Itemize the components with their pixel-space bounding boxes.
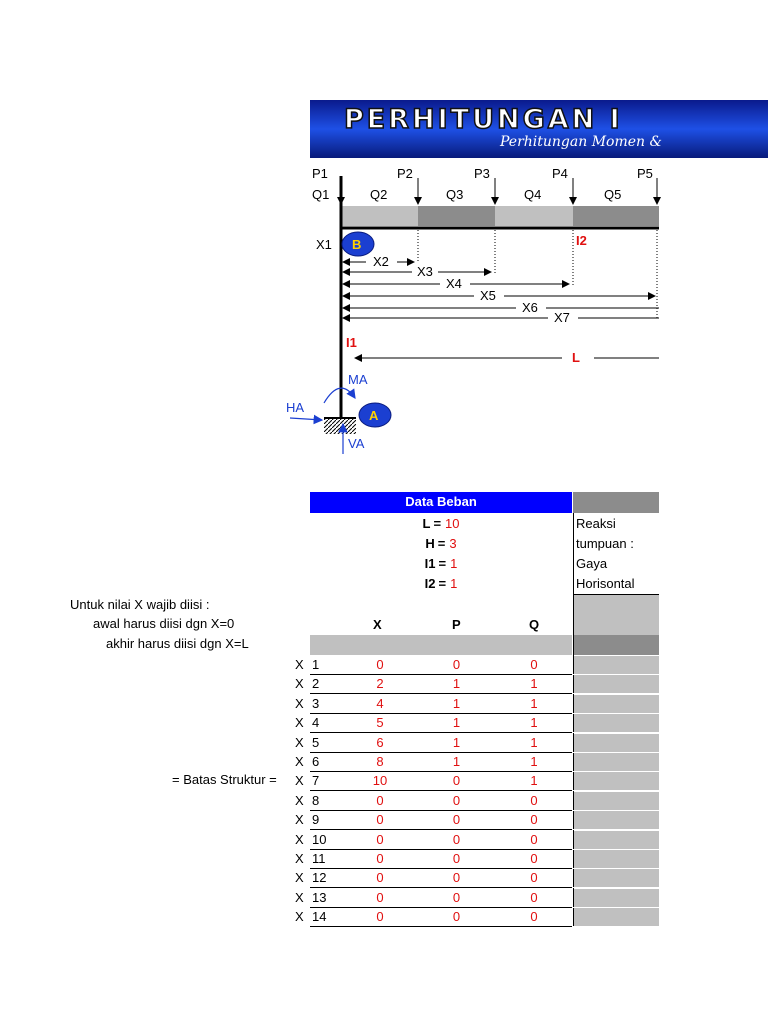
label-x2: X2 (373, 254, 389, 269)
cell-q[interactable]: 0 (530, 909, 538, 924)
cell-x[interactable]: 0 (376, 909, 384, 924)
row-index: 13 (312, 890, 327, 905)
param-equals: = (433, 516, 442, 531)
cell-p[interactable]: 0 (452, 657, 461, 672)
row-prefix: X (295, 657, 304, 672)
result-cell (574, 695, 659, 713)
reaksi-line-3: Gaya (576, 556, 608, 571)
reaksi-value-cell (574, 595, 659, 635)
param-label: I2 (424, 576, 436, 591)
label-length: L (572, 350, 580, 365)
joint-b-label: B (352, 237, 362, 252)
cell-q[interactable]: 1 (530, 715, 538, 730)
param-equals: = (438, 556, 447, 571)
result-cell (574, 714, 659, 732)
row-divider (310, 829, 572, 830)
banner-subtitle: Perhitungan Momen & (500, 134, 662, 150)
cell-q[interactable]: 0 (530, 890, 538, 905)
cell-q[interactable]: 1 (530, 735, 538, 750)
param-i1 (310, 554, 572, 573)
result-cell (574, 889, 659, 907)
cell-p[interactable]: 0 (452, 812, 461, 827)
label-p3: P3 (474, 166, 490, 181)
param-value[interactable]: 1 (450, 556, 458, 571)
row-divider (310, 693, 572, 694)
note-line-2: awal harus diisi dgn X=0 (93, 616, 235, 631)
note-line-1: Untuk nilai X wajib diisi : (70, 597, 210, 612)
label-p5: P5 (637, 166, 653, 181)
cell-x[interactable]: 4 (376, 696, 384, 711)
column-header-q: Q (529, 617, 540, 632)
label-q4: Q4 (524, 187, 542, 202)
cell-x[interactable]: 0 (376, 851, 384, 866)
result-cell (574, 850, 659, 868)
cell-q[interactable]: 1 (530, 696, 538, 711)
cell-x[interactable]: 0 (376, 832, 384, 847)
result-cell (574, 753, 659, 771)
param-label: L (422, 516, 431, 531)
row-prefix: X (295, 715, 304, 730)
row-prefix: X (295, 832, 304, 847)
row-divider (310, 732, 572, 733)
row-index: 6 (312, 754, 320, 769)
row-prefix: X (295, 812, 304, 827)
row-prefix: X (295, 773, 304, 788)
result-cell (574, 811, 659, 829)
label-x5: X5 (480, 288, 496, 303)
reaksi-line-2: tumpuan : (576, 536, 634, 551)
label-x6: X6 (522, 300, 538, 315)
row-prefix: X (295, 676, 304, 691)
cell-p[interactable]: 0 (452, 832, 461, 847)
label-q2: Q2 (370, 187, 388, 202)
data-beban-header: Data Beban (310, 492, 572, 513)
cell-x[interactable]: 2 (376, 676, 384, 691)
param-value[interactable]: 3 (449, 536, 457, 551)
result-cell (574, 908, 659, 926)
cell-x[interactable]: 6 (376, 735, 384, 750)
result-cell (574, 792, 659, 810)
param-h (310, 534, 572, 553)
column-header-p: P (452, 617, 461, 632)
cell-p[interactable]: 0 (452, 890, 461, 905)
cell-p[interactable]: 0 (452, 793, 461, 808)
cell-p[interactable]: 0 (452, 909, 461, 924)
row-prefix: X (295, 754, 304, 769)
label-p2: P2 (397, 166, 413, 181)
row-index: 11 (312, 851, 326, 866)
cell-q[interactable]: 0 (530, 851, 538, 866)
row-divider (310, 790, 572, 791)
label-p4: P4 (552, 166, 568, 181)
cell-p[interactable]: 1 (452, 754, 461, 769)
cell-q[interactable]: 0 (530, 657, 538, 672)
param-value[interactable]: 1 (450, 576, 458, 591)
cell-p[interactable]: 1 (452, 715, 461, 730)
row-index: 12 (312, 870, 327, 885)
param-equals: = (438, 576, 447, 591)
result-cell (574, 734, 659, 752)
cell-p[interactable]: 0 (452, 851, 461, 866)
row-index: 2 (312, 676, 320, 691)
table-subheader-bar (310, 635, 572, 655)
row-index: 7 (312, 773, 320, 788)
row-index: 4 (312, 715, 320, 730)
row-index: 5 (312, 735, 320, 750)
cell-x[interactable]: 0 (376, 812, 384, 827)
cell-q[interactable]: 0 (530, 812, 538, 827)
boundary-note: = Batas Struktur = (172, 772, 277, 787)
row-prefix: X (295, 890, 304, 905)
cell-x[interactable]: 0 (376, 793, 384, 808)
cell-q[interactable]: 0 (530, 832, 538, 847)
label-i1: I1 (346, 335, 357, 350)
cell-q[interactable]: 0 (530, 870, 538, 885)
row-divider (310, 926, 572, 927)
label-ha: HA (286, 400, 305, 415)
label-p1: P1 (312, 166, 328, 181)
row-prefix: X (295, 870, 304, 885)
cell-p[interactable]: 1 (452, 696, 461, 711)
row-index: 10 (312, 832, 327, 847)
reaksi-header-cell (573, 492, 659, 513)
param-label: I1 (424, 556, 436, 571)
cell-x[interactable]: 10 (372, 773, 388, 788)
label-x1: X1 (316, 237, 332, 252)
row-prefix: X (295, 851, 304, 866)
label-q5: Q5 (604, 187, 622, 202)
row-divider (310, 887, 572, 888)
row-index: 3 (312, 696, 320, 711)
label-i2: I2 (576, 233, 587, 248)
result-cell (574, 831, 659, 849)
row-prefix: X (295, 909, 304, 924)
label-x3: X3 (417, 264, 433, 279)
note-line-3: akhir harus diisi dgn X=L (106, 636, 249, 651)
label-x4: X4 (446, 276, 462, 291)
cell-x[interactable]: 0 (376, 870, 384, 885)
row-index: 14 (312, 909, 327, 924)
param-label: H (425, 536, 435, 551)
label-q1: Q1 (312, 187, 330, 202)
result-cell (574, 675, 659, 693)
row-prefix: X (295, 793, 304, 808)
cell-x[interactable]: 5 (376, 715, 384, 730)
cell-p[interactable]: 0 (452, 870, 461, 885)
result-cell (574, 656, 659, 674)
cell-q[interactable]: 1 (530, 773, 538, 788)
param-equals: = (437, 536, 446, 551)
cell-x[interactable]: 0 (376, 657, 384, 672)
label-ma: MA (348, 372, 368, 387)
label-va: VA (348, 436, 365, 451)
row-prefix: X (295, 696, 304, 711)
result-cell (574, 869, 659, 887)
cell-q[interactable]: 0 (530, 793, 538, 808)
reaksi-line-1: Reaksi (576, 516, 616, 531)
row-index: 1 (312, 657, 320, 672)
cell-x[interactable]: 8 (376, 754, 384, 769)
column-header-x: X (373, 617, 382, 632)
label-x7: X7 (554, 310, 570, 325)
cell-p[interactable]: 1 (452, 735, 461, 750)
reaksi-line-4: Horisontal (576, 576, 635, 591)
banner-title: PERHITUNGAN I (344, 104, 623, 135)
row-index: 8 (312, 793, 320, 808)
param-i2 (310, 574, 572, 593)
label-q3: Q3 (446, 187, 464, 202)
row-prefix: X (295, 735, 304, 750)
cell-p[interactable]: 1 (452, 676, 461, 691)
result-cell (574, 772, 659, 790)
param-value[interactable]: 10 (445, 516, 460, 531)
param-l (310, 514, 572, 533)
cell-q[interactable]: 1 (530, 676, 538, 691)
cell-q[interactable]: 1 (530, 754, 538, 769)
cell-p[interactable]: 0 (452, 773, 461, 788)
joint-a-label: A (369, 408, 379, 423)
cell-x[interactable]: 0 (376, 890, 384, 905)
row-index: 9 (312, 812, 320, 827)
